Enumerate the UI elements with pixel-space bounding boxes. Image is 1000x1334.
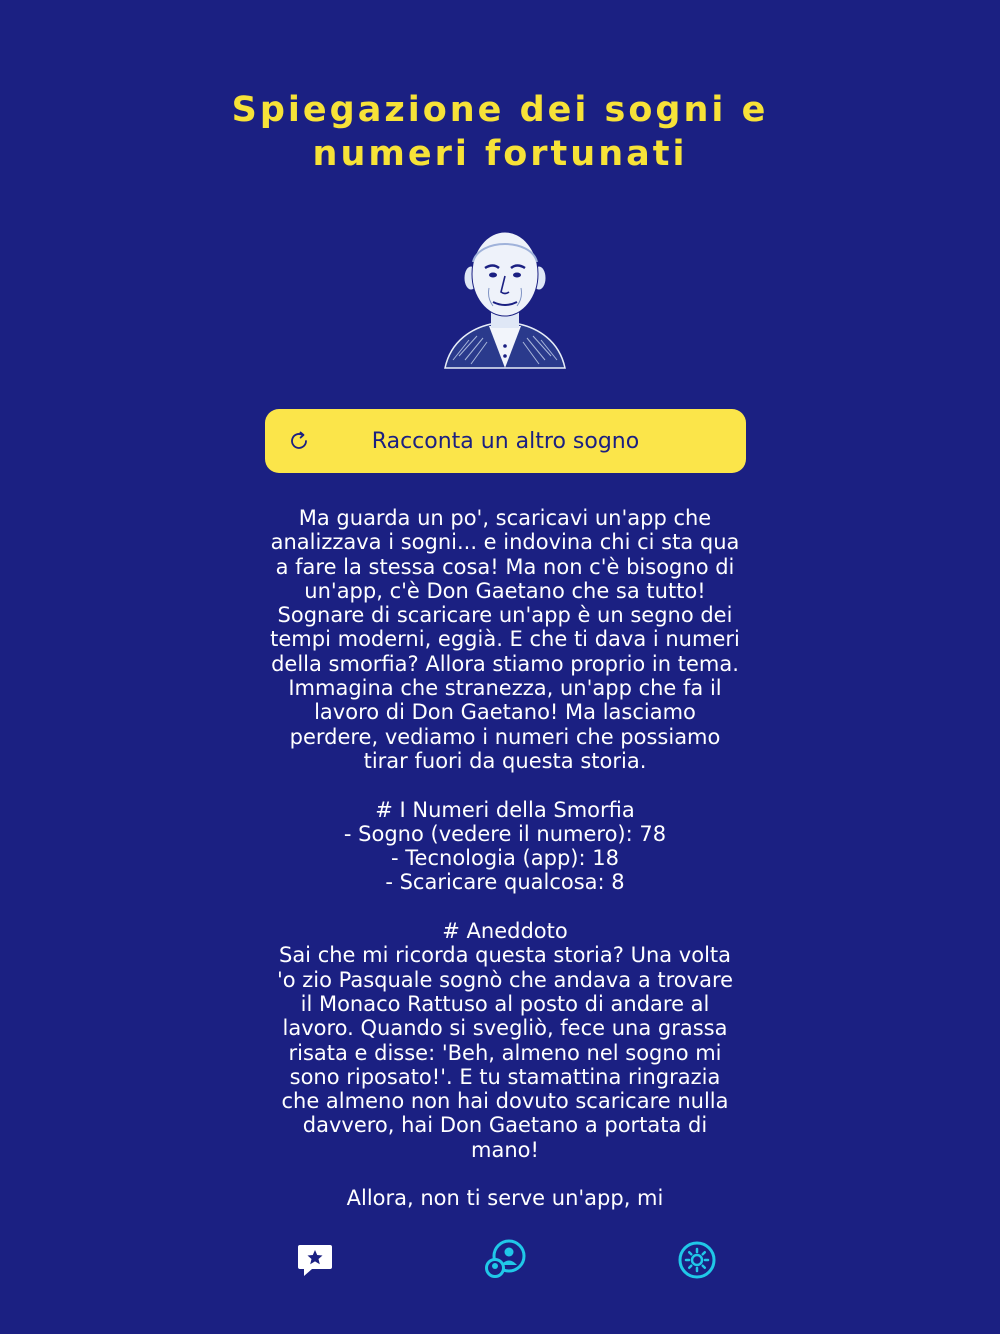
title-line-2: numeri fortunati [312, 134, 688, 174]
tab-settings[interactable] [675, 1238, 719, 1282]
dream-interpretation-text [270, 506, 740, 1228]
number-item: - Tecnologia (app): 18 [391, 846, 619, 871]
refresh-icon [287, 429, 311, 453]
anecdote-paragraph: Sai che mi ricorda questa storia? Una volta 'o zio Pasquale sognò che andava a trovare il Monaco Rattuso al posto di andare al lavoro. Quando si svegliò, fece una grassa risata e disse: 'Beh, almeno nel sogno mi sono riposato!'. E tu stamattina ringrazia che almeno non hai dovuto scaricare nulla davvero, hai Don Gaetano a portata di mano! [276, 943, 734, 1162]
title-line-1: Spiegazione dei sogni e [231, 90, 769, 130]
page-title [0, 88, 1000, 176]
sun-icon [675, 1238, 719, 1282]
numbers-heading: # I Numeri della Smorfia [375, 797, 635, 822]
people-icon [483, 1238, 527, 1282]
number-item: - Scaricare qualcosa: 8 [385, 870, 625, 895]
old-man-portrait-icon [439, 228, 571, 374]
number-item: - Sogno (vedere il numero): 78 [343, 821, 667, 846]
anecdote-heading: # Aneddoto [442, 919, 568, 944]
tab-community[interactable] [483, 1238, 527, 1282]
star-chat-icon [292, 1238, 336, 1282]
tab-bar [0, 1234, 1000, 1284]
intro-paragraph: Ma guarda un po', scaricavi un'app che analizzava i sogni... e indovina chi ci sta qua a fare la stessa cosa! Ma non c'è bisogno di un'app, c'è Don Gaetano che sa tutto! Sognare di scaricare un'app è un segno dei tempi moderni, eggià. E che ti dava i numeri della smorfia? Allora stiamo proprio in tema. Immagina che stranezza, un'app che fa il lavoro di Don Gaetano! Ma lasciamo perdere, vediamo i numeri che possiamo tirar fuori da questa storia. [270, 506, 740, 773]
tab-dreams[interactable] [292, 1238, 336, 1282]
tell-another-dream-button[interactable] [265, 409, 746, 473]
closing-paragraph: Allora, non ti serve un'app, mi [346, 1186, 664, 1211]
tell-another-dream-label: Racconta un altro sogno [371, 428, 640, 454]
